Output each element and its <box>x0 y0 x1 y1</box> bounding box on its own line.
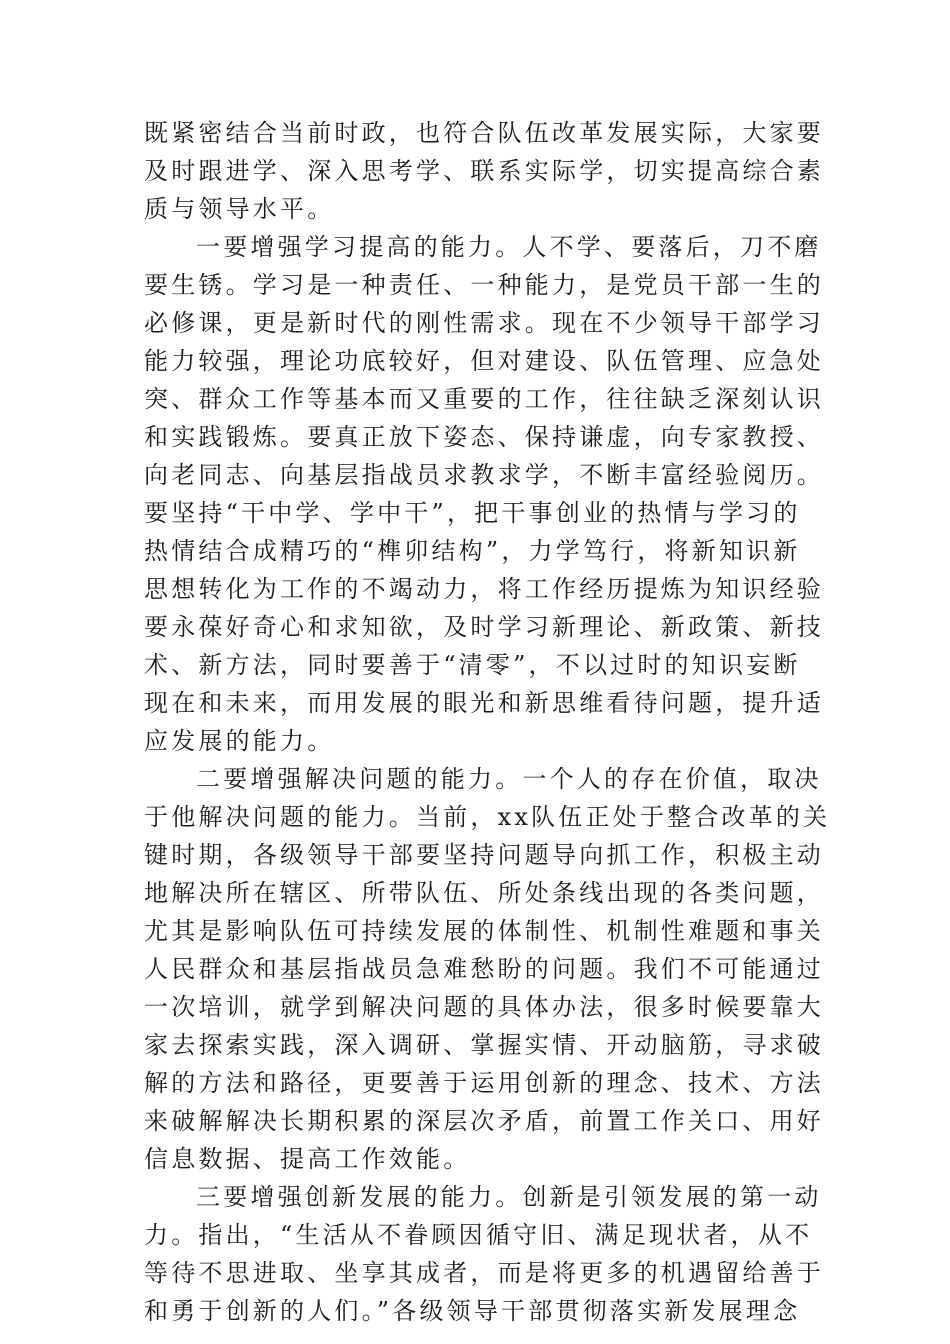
text-line: 向老同志、向基层指战员求教求学，不断丰富经验阅历。 <box>144 461 824 489</box>
document-body <box>144 114 831 1330</box>
text-line: 能力较强，理论功底较好，但对建设、队伍管理、应急处 <box>144 347 824 375</box>
text-line: 键时期，各级领导干部要坚持问题导向抓工作，积极主动 <box>144 841 824 869</box>
paragraph-first-line: 一要增强学习提高的能力。人不学、要落后，刀不磨 <box>196 233 822 261</box>
text-line: 突、群众工作等基本而又重要的工作，往往缺乏深刻认识 <box>144 385 824 413</box>
text-line: 人民群众和基层指战员急难愁盼的问题。我们不可能通过 <box>144 955 824 983</box>
text-line: 信息数据、提高工作效能。 <box>144 1145 471 1173</box>
text-line: 来破解解决长期积累的深层次矛盾，前置工作关口、用好 <box>144 1107 824 1135</box>
text-line: 现在和未来，而用发展的眼光和新思维看待问题，提升适 <box>144 689 824 717</box>
text-line: 要生锈。学习是一种责任、一种能力，是党员干部一生的 <box>144 271 824 299</box>
text-line: 于他解决问题的能力。当前，xx队伍正处于整合改革的关 <box>144 803 831 831</box>
text-line: 要坚持“干中学、学中干”，把干事创业的热情与学习的 <box>144 499 801 527</box>
text-line: 地解决所在辖区、所带队伍、所处条线出现的各类问题， <box>144 879 824 907</box>
text-line: 一次培训，就学到解决问题的具体办法，很多时候要靠大 <box>144 993 824 1021</box>
text-line: 应发展的能力。 <box>144 727 335 755</box>
text-line: 既紧密结合当前时政，也符合队伍改革发展实际，大家要 <box>144 119 824 147</box>
text-line: 及时跟进学、深入思考学、联系实际学，切实提高综合素 <box>144 157 824 185</box>
text-line: 要永葆好奇心和求知欲，及时学习新理论、新政策、新技 <box>144 613 824 641</box>
paragraph-first-line: 三要增强创新发展的能力。创新是引领发展的第一动 <box>196 1183 822 1211</box>
text-line: 和实践锻炼。要真正放下姿态、保持谦虚，向专家教授、 <box>144 423 824 451</box>
paragraph-first-line: 二要增强解决问题的能力。一个人的存在价值，取决 <box>196 765 822 793</box>
text-line: 和勇于创新的人们。”各级领导干部贯彻落实新发展理念 <box>144 1297 801 1325</box>
text-line: 力。指出，“生活从不眷顾因循守旧、满足现状者，从不 <box>144 1221 813 1249</box>
text-line: 思想转化为工作的不竭动力，将工作经历提炼为知识经验 <box>144 575 824 603</box>
text-line: 质与领导水平。 <box>144 195 335 223</box>
text-line: 等待不思进取、坐享其成者，而是将更多的机遇留给善于 <box>144 1259 824 1287</box>
text-line: 尤其是影响队伍可持续发展的体制性、机制性难题和事关 <box>144 917 824 945</box>
text-line: 术、新方法，同时要善于“清零”，不以过时的知识妄断 <box>144 651 801 679</box>
text-line: 热情结合成精巧的“榫卯结构”，力学笃行，将新知识新 <box>144 537 801 565</box>
text-line: 家去探索实践，深入调研、掌握实情、开动脑筋，寻求破 <box>144 1031 824 1059</box>
text-line: 必修课，更是新时代的刚性需求。现在不少领导干部学习 <box>144 309 824 337</box>
text-line: 解的方法和路径，更要善于运用创新的理念、技术、方法 <box>144 1069 824 1097</box>
